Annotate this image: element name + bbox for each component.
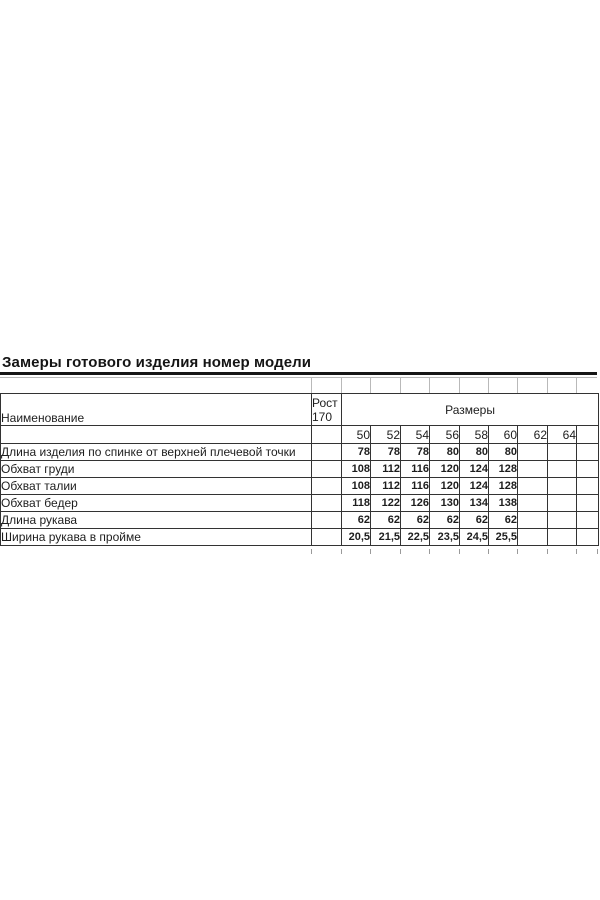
measurements-table bbox=[0, 393, 599, 546]
value-cell: 108 bbox=[342, 461, 371, 478]
value-cell: 24,5 bbox=[460, 529, 489, 546]
value-cell: 78 bbox=[342, 444, 371, 461]
value-cell: 23,5 bbox=[430, 529, 460, 546]
value-cell: 128 bbox=[489, 478, 518, 495]
page-title: Замеры готового изделия номер модели bbox=[2, 354, 312, 371]
value-cell bbox=[548, 478, 577, 495]
value-cell bbox=[548, 529, 577, 546]
value-cell bbox=[518, 478, 548, 495]
size-col-label: 56 bbox=[430, 426, 460, 444]
table-row bbox=[1, 461, 599, 478]
empty-cell bbox=[312, 444, 342, 461]
row-label: Обхват груди bbox=[1, 461, 312, 478]
size-col-label: 62 bbox=[518, 426, 548, 444]
value-cell bbox=[518, 512, 548, 529]
size-col-label: 52 bbox=[371, 426, 401, 444]
gridline bbox=[459, 378, 460, 393]
empty-cell bbox=[577, 529, 599, 546]
value-cell: 62 bbox=[489, 512, 518, 529]
empty-cell bbox=[312, 478, 342, 495]
gridline bbox=[341, 378, 342, 393]
gridline bbox=[370, 378, 371, 393]
gridline bbox=[547, 378, 548, 393]
row-label: Обхват бедер bbox=[1, 495, 312, 512]
size-col-label: 50 bbox=[342, 426, 371, 444]
size-col-label: 64 bbox=[548, 426, 577, 444]
size-col-label: 54 bbox=[401, 426, 430, 444]
row-label: Обхват талии bbox=[1, 478, 312, 495]
value-cell: 120 bbox=[430, 478, 460, 495]
value-cell: 138 bbox=[489, 495, 518, 512]
value-cell: 130 bbox=[430, 495, 460, 512]
value-cell: 78 bbox=[371, 444, 401, 461]
gridline bbox=[576, 378, 577, 393]
value-cell: 62 bbox=[371, 512, 401, 529]
value-cell: 20,5 bbox=[342, 529, 371, 546]
value-cell: 21,5 bbox=[371, 529, 401, 546]
header-row bbox=[1, 394, 599, 426]
value-cell bbox=[518, 495, 548, 512]
title-underline bbox=[0, 372, 597, 375]
empty-cell bbox=[312, 529, 342, 546]
gridline-stub bbox=[576, 549, 577, 554]
value-cell bbox=[548, 512, 577, 529]
sizes-row bbox=[1, 426, 599, 444]
empty-cell bbox=[577, 444, 599, 461]
gridline-stub bbox=[429, 549, 430, 554]
gridline-stub bbox=[311, 549, 312, 554]
table-row bbox=[1, 512, 599, 529]
empty-cell bbox=[1, 426, 312, 444]
empty-cell bbox=[312, 495, 342, 512]
gridline bbox=[400, 378, 401, 393]
gridline-stub bbox=[547, 549, 548, 554]
value-cell: 80 bbox=[460, 444, 489, 461]
value-cell: 134 bbox=[460, 495, 489, 512]
gridline-stub bbox=[597, 549, 598, 554]
value-cell: 116 bbox=[401, 478, 430, 495]
value-cell: 120 bbox=[430, 461, 460, 478]
gridline-stub bbox=[370, 549, 371, 554]
height-label: Рост bbox=[312, 395, 338, 410]
value-cell: 118 bbox=[342, 495, 371, 512]
gridline bbox=[429, 378, 430, 393]
gridline-stub bbox=[459, 549, 460, 554]
gridline-stub bbox=[341, 549, 342, 554]
value-cell: 116 bbox=[401, 461, 430, 478]
empty-cell bbox=[577, 495, 599, 512]
value-cell bbox=[518, 444, 548, 461]
value-cell: 78 bbox=[401, 444, 430, 461]
value-cell bbox=[548, 444, 577, 461]
value-cell: 62 bbox=[401, 512, 430, 529]
row-label: Длина рукава bbox=[1, 512, 312, 529]
value-cell: 124 bbox=[460, 478, 489, 495]
value-cell: 62 bbox=[430, 512, 460, 529]
value-cell bbox=[548, 495, 577, 512]
size-col-label: 58 bbox=[460, 426, 489, 444]
row-label: Длина изделия по спинке от верхней плечевой точки bbox=[1, 444, 312, 461]
value-cell: 62 bbox=[460, 512, 489, 529]
empty-cell bbox=[577, 461, 599, 478]
value-cell: 112 bbox=[371, 461, 401, 478]
value-cell: 80 bbox=[489, 444, 518, 461]
value-cell: 80 bbox=[430, 444, 460, 461]
empty-cell bbox=[577, 478, 599, 495]
value-cell: 108 bbox=[342, 478, 371, 495]
col-header-sizes: Размеры bbox=[342, 394, 599, 426]
gridline bbox=[488, 378, 489, 393]
value-cell bbox=[548, 461, 577, 478]
height-value: 170 bbox=[312, 409, 333, 424]
value-cell: 25,5 bbox=[489, 529, 518, 546]
value-cell: 62 bbox=[342, 512, 371, 529]
value-cell: 128 bbox=[489, 461, 518, 478]
empty-cell bbox=[312, 461, 342, 478]
value-cell: 122 bbox=[371, 495, 401, 512]
table-row bbox=[1, 444, 599, 461]
empty-cell bbox=[312, 512, 342, 529]
col-header-name: Наименование bbox=[1, 394, 312, 426]
gridline bbox=[517, 378, 518, 393]
gridline-stub bbox=[488, 549, 489, 554]
value-cell: 22,5 bbox=[401, 529, 430, 546]
table-row bbox=[1, 478, 599, 495]
empty-grid-row bbox=[0, 377, 597, 394]
col-header-height bbox=[312, 394, 342, 426]
table-row bbox=[1, 495, 599, 512]
gridline bbox=[311, 378, 312, 393]
empty-cell bbox=[577, 512, 599, 529]
row-label: Ширина рукава в пройме bbox=[1, 529, 312, 546]
table-row bbox=[1, 529, 599, 546]
empty-cell bbox=[312, 426, 342, 444]
gridline-stub bbox=[400, 549, 401, 554]
empty-cell bbox=[577, 426, 599, 444]
size-col-label: 60 bbox=[489, 426, 518, 444]
value-cell bbox=[518, 461, 548, 478]
value-cell: 112 bbox=[371, 478, 401, 495]
value-cell: 126 bbox=[401, 495, 430, 512]
value-cell: 124 bbox=[460, 461, 489, 478]
value-cell bbox=[518, 529, 548, 546]
gridline-stub bbox=[517, 549, 518, 554]
